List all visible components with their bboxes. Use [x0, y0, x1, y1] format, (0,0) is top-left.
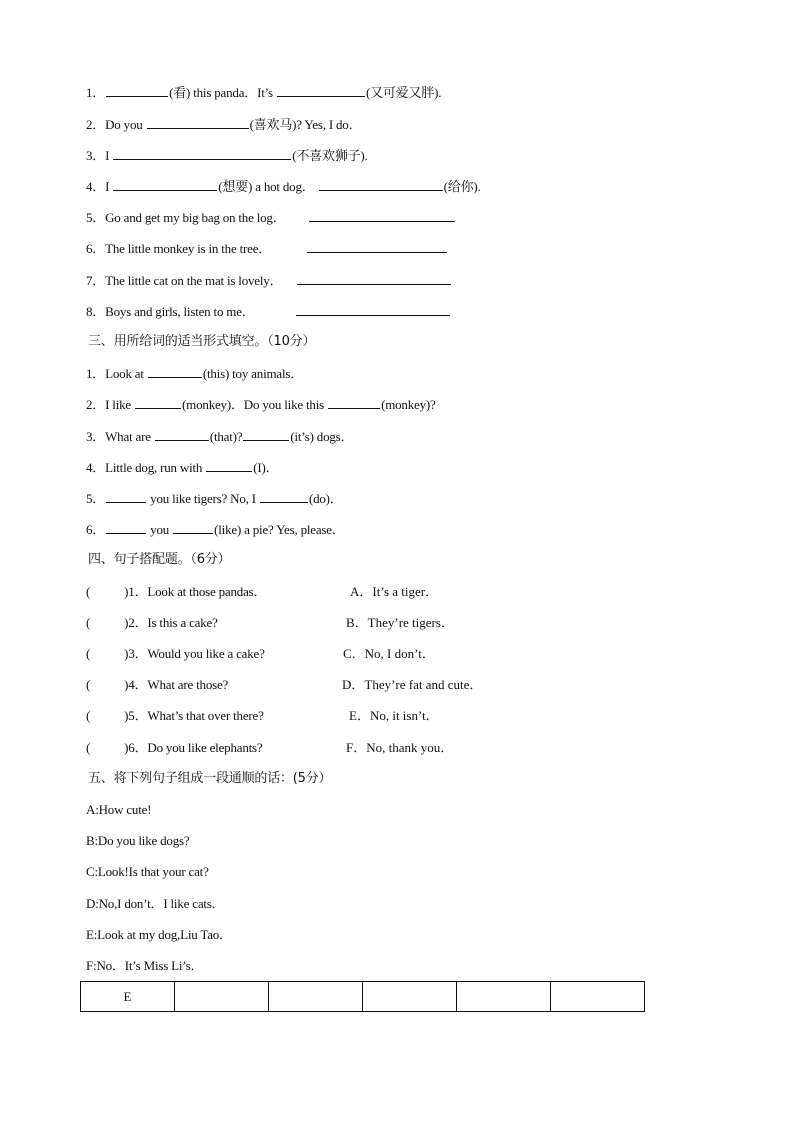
answer-blank[interactable] — [106, 83, 168, 97]
s3-item-5: 5． you like tigers? No, I (do)． — [86, 491, 343, 506]
s3-item-4: 4．Little dog, run with (I)． — [86, 460, 279, 475]
section3-heading: 三、用所给词的适当形式填空。（10分） — [88, 334, 316, 349]
s2-item-2: 2．Do you (喜欢马)? Yes, I do． — [86, 117, 362, 132]
answer-blank[interactable] — [319, 177, 443, 191]
match-option-b: B．They’re tigers． — [346, 615, 454, 630]
answer-blank[interactable] — [260, 489, 308, 503]
answer-blank[interactable] — [113, 146, 291, 160]
sentence-c: C:Look!Is that your cat? — [86, 864, 209, 879]
s3-item-6: 6． you (like) a pie? Yes, please． — [86, 522, 345, 537]
match-row-3: ( )3．Would you like a cake? — [86, 646, 265, 661]
answer-order-table — [80, 981, 645, 1012]
sentence-e: E:Look at my dog,Liu Tao． — [86, 927, 232, 942]
s3-item-1: 1．Look at (this) toy animals． — [86, 366, 304, 381]
sentence-d: D:No,I don’t．I like cats． — [86, 896, 225, 911]
match-option-c: C．No, I don’t． — [343, 646, 435, 661]
answer-blank[interactable] — [328, 395, 380, 409]
answer-blank[interactable] — [243, 427, 289, 441]
answer-blank[interactable] — [135, 395, 181, 409]
answer-blank[interactable] — [113, 177, 217, 191]
s3-item-3: 3．What are (that)? (it’s) dogs． — [86, 429, 354, 444]
answer-blank[interactable] — [148, 364, 202, 378]
s2-item-3: 3．I (不喜欢狮子). — [86, 148, 368, 163]
section4-heading: 四、句子搭配题。（6分） — [88, 552, 231, 567]
answer-cell-1: E — [81, 982, 175, 1012]
answer-blank[interactable] — [206, 458, 252, 472]
answer-blank[interactable] — [155, 427, 209, 441]
sentence-b: B:Do you like dogs? — [86, 833, 190, 848]
match-row-5: ( )5．What’s that over there? — [86, 708, 264, 723]
s2-item-7: 7．The little cat on the mat is lovely． — [86, 271, 452, 290]
s2-item-1: 1． (看) this panda．It’s (又可爱又胖). — [86, 85, 442, 100]
s2-item-6: 6．The little monkey is in the tree． — [86, 239, 448, 258]
answer-blank[interactable] — [277, 83, 365, 97]
answer-cell-4[interactable] — [363, 982, 457, 1012]
s2-item-5: 5．Go and get my big bag on the log． — [86, 208, 456, 227]
match-option-a: A．It’s a tiger． — [350, 584, 439, 599]
sentence-a: A:How cute! — [86, 802, 152, 817]
answer-blank[interactable] — [106, 489, 146, 503]
answer-cell-5[interactable] — [457, 982, 551, 1012]
match-row-4: ( )4．What are those? — [86, 677, 229, 692]
match-row-1: ( )1．Look at those pandas． — [86, 584, 267, 599]
match-row-6: ( )6．Do you like elephants? — [86, 740, 263, 755]
match-option-d: D．They’re fat and cute． — [342, 677, 483, 692]
s2-item-4: 4．I (想要) a hot dog． (给你). — [86, 179, 481, 194]
answer-cell-3[interactable] — [269, 982, 363, 1012]
match-option-f: F．No, thank you． — [346, 740, 454, 755]
sentence-f: F:No．It’s Miss Li’s． — [86, 958, 204, 973]
answer-blank[interactable] — [106, 520, 146, 534]
answer-cell-6[interactable] — [551, 982, 645, 1012]
answer-blank[interactable] — [173, 520, 213, 534]
answer-blank[interactable] — [297, 271, 451, 285]
s2-item-8: 8．Boys and girls, listen to me． — [86, 302, 451, 321]
answer-blank[interactable] — [296, 302, 450, 316]
answer-blank[interactable] — [147, 115, 249, 129]
answer-blank[interactable] — [307, 239, 447, 253]
match-row-2: ( )2．Is this a cake? — [86, 615, 218, 630]
s3-item-2: 2．I like (monkey)．Do you like this (monkey)? — [86, 397, 436, 412]
answer-cell-2[interactable] — [175, 982, 269, 1012]
answer-blank[interactable] — [309, 208, 455, 222]
section5-heading: 五、将下列句子组成一段通顺的话：(5分） — [88, 771, 332, 786]
match-option-e: E．No, it isn’t． — [349, 708, 439, 723]
